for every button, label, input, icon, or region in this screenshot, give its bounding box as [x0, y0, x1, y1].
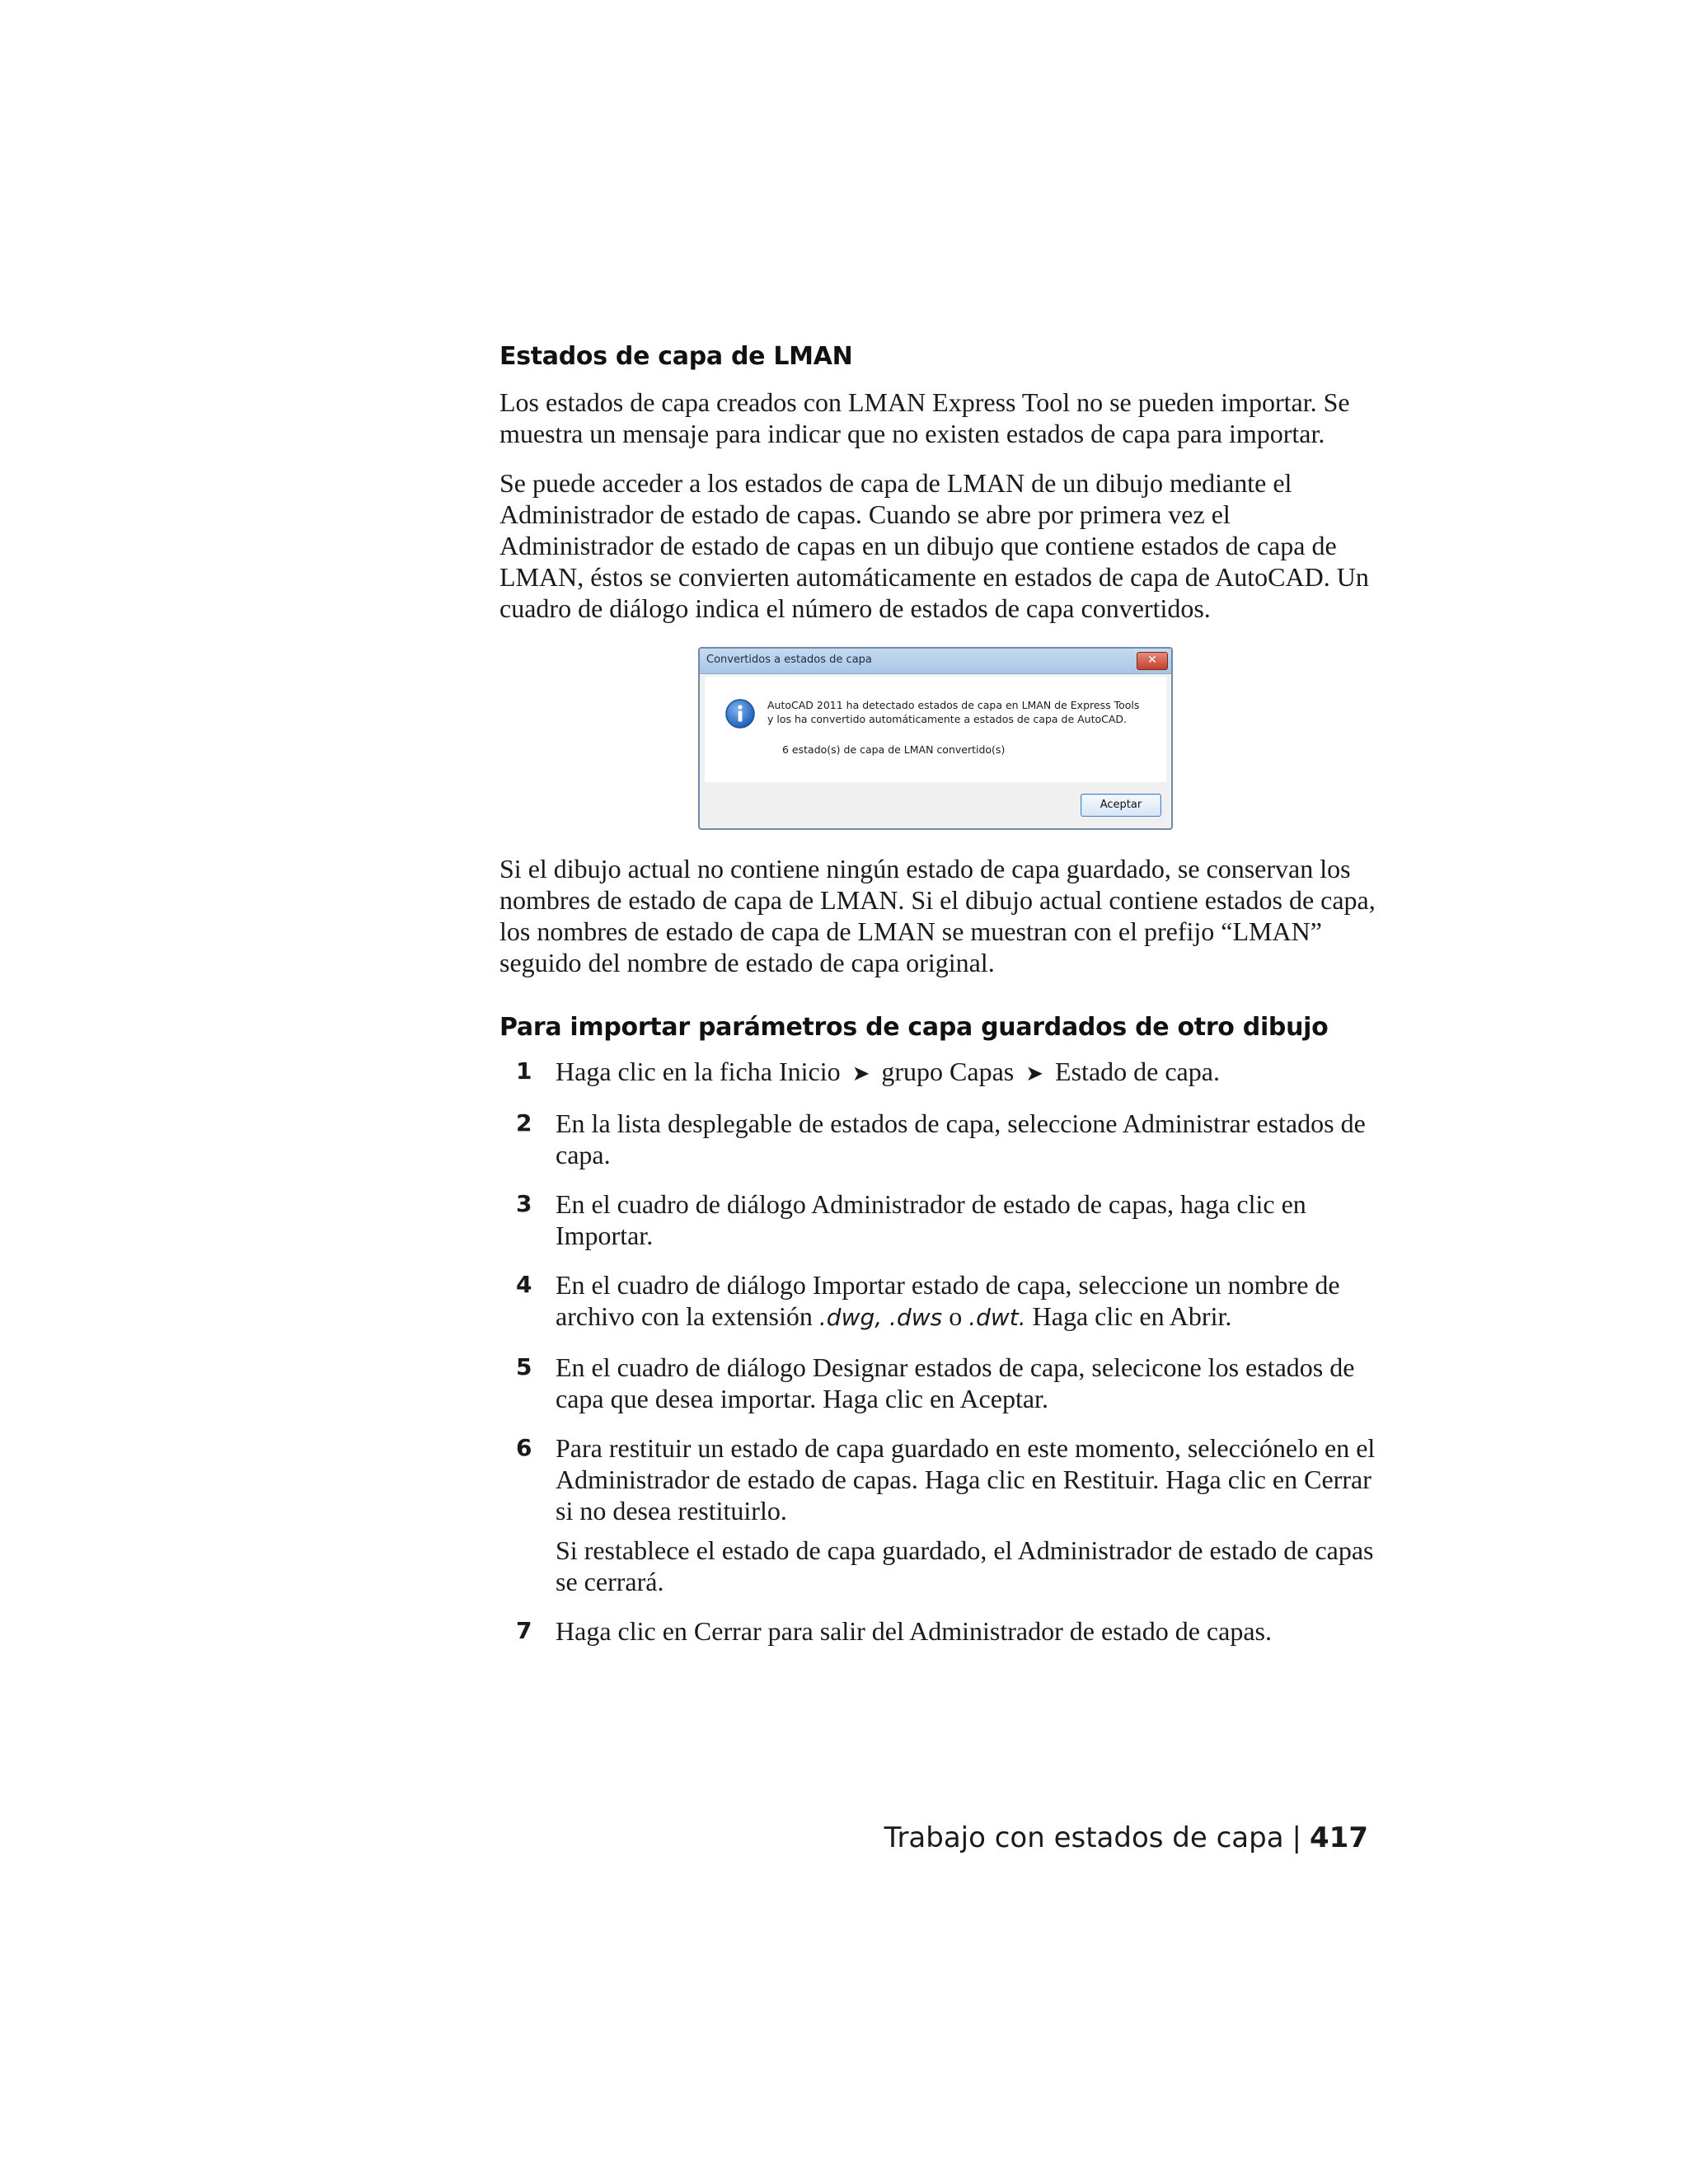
step-4-text-before: En el cuadro de diálogo Importar estado de capa, seleccione un nombre de archivo con la extensión — [556, 1270, 1340, 1331]
step-text: Haga clic en Cerrar para salir del Administrador de estado de capas. — [556, 1616, 1272, 1646]
step-text: En el cuadro de diálogo Administrador de estado de capas, haga clic en Importar. — [556, 1189, 1306, 1250]
paragraph-lman-names: Si el dibujo actual no contiene ningún estado de capa guardado, se conservan los nombres de estado de capa de LMAN. Si el dibujo actual contiene estados de capa, los nombres de estado de capa de LMAN se muestran con el prefijo “LMAN” seguido del nombre de estado de capa original. — [499, 854, 1376, 977]
dialog-message-line2: y los ha convertido automáticamente a estados de capa de AutoCAD. — [767, 713, 1128, 725]
page-footer — [884, 1821, 1368, 1854]
step-1-part1: Haga clic en la ficha Inicio — [556, 1057, 841, 1086]
step-number: 3 — [516, 1190, 532, 1217]
paragraph-lman-access: Se puede acceder a los estados de capa de LMAN de un dibujo mediante el Administrador de estado de capas. Cuando se abre por primera vez el Administrador de estado de capas en un dibujo que contiene estados de capa de LMAN, éstos se convierten automáticamente en estados de capa de AutoCAD. Un cuadro de diálogo indica el número de estados de capa convertidos. — [499, 468, 1369, 623]
step-2 — [499, 1108, 1377, 1170]
step-4-or: o — [942, 1301, 969, 1331]
page-content — [499, 342, 1377, 1665]
arrow-right-icon: ➤ — [1025, 1062, 1044, 1086]
step-text: En el cuadro de diálogo Designar estados de capa, selecicone los estados de capa que desea importar. Haga clic en Aceptar. — [556, 1352, 1355, 1413]
step-text: En la lista desplegable de estados de capa, seleccione Administrar estados de capa. — [556, 1108, 1366, 1169]
step-number: 2 — [516, 1109, 532, 1137]
dialog-message-line1: AutoCAD 2011 ha detectado estados de capa en LMAN de Express Tools — [767, 699, 1140, 711]
dialog-body — [705, 677, 1166, 782]
step-1-part2: grupo Capas — [881, 1057, 1015, 1086]
step-number: 4 — [516, 1271, 532, 1298]
step-6-note: Si restablece el estado de capa guardado, el Administrador de estado de capas se cerrará. — [556, 1535, 1374, 1596]
step-number: 6 — [516, 1434, 532, 1461]
accept-button[interactable]: Aceptar — [1081, 794, 1161, 817]
footer-separator: | — [1292, 1821, 1302, 1854]
step-6 — [499, 1432, 1377, 1597]
step-number: 1 — [516, 1057, 532, 1085]
arrow-right-icon: ➤ — [851, 1062, 870, 1086]
step-3 — [499, 1188, 1377, 1251]
section-heading-lman: Estados de capa de LMAN — [499, 342, 853, 371]
dialog-title: Convertidos a estados de capa — [706, 654, 872, 666]
paragraph-lman-import: Los estados de capa creados con LMAN Express Tool no se pueden importar. Se muestra un mensaje para indicar que no existen estados de capa para importar. — [499, 387, 1350, 448]
info-icon — [724, 698, 756, 729]
step-5 — [499, 1352, 1377, 1414]
dialog-count-text: 6 estado(s) de capa de LMAN convertido(s) — [782, 743, 1006, 756]
close-icon[interactable]: ✕ — [1137, 652, 1168, 670]
step-number: 5 — [516, 1353, 532, 1380]
extension-dwg-dws: .dwg, .dws — [818, 1304, 943, 1331]
page-number: 417 — [1310, 1821, 1368, 1854]
step-text — [556, 1056, 1377, 1090]
converted-layer-states-dialog — [698, 647, 1173, 830]
step-7 — [499, 1615, 1377, 1647]
step-4-text-after: Haga clic en Abrir. — [1025, 1301, 1232, 1331]
step-text: Para restituir un estado de capa guardado en este momento, selecciónelo en el Administrador de estado de capas. Haga clic en Restituir. Haga clic en Cerrar si no desea restituirlo. — [556, 1433, 1376, 1526]
extension-dwt: .dwt. — [968, 1304, 1026, 1331]
footer-chapter-title: Trabajo con estados de capa — [884, 1821, 1284, 1854]
step-1-part3: Estado de capa. — [1055, 1057, 1220, 1086]
procedure-heading: Para importar parámetros de capa guardados de otro dibujo — [499, 1013, 1329, 1042]
step-1 — [499, 1056, 1377, 1090]
dialog-figure — [698, 647, 1173, 830]
dialog-titlebar — [700, 649, 1171, 674]
dialog-message — [767, 698, 1139, 726]
procedure-steps — [499, 1056, 1377, 1647]
step-number: 7 — [516, 1617, 532, 1644]
step-4 — [499, 1269, 1377, 1333]
step-text — [556, 1269, 1377, 1333]
